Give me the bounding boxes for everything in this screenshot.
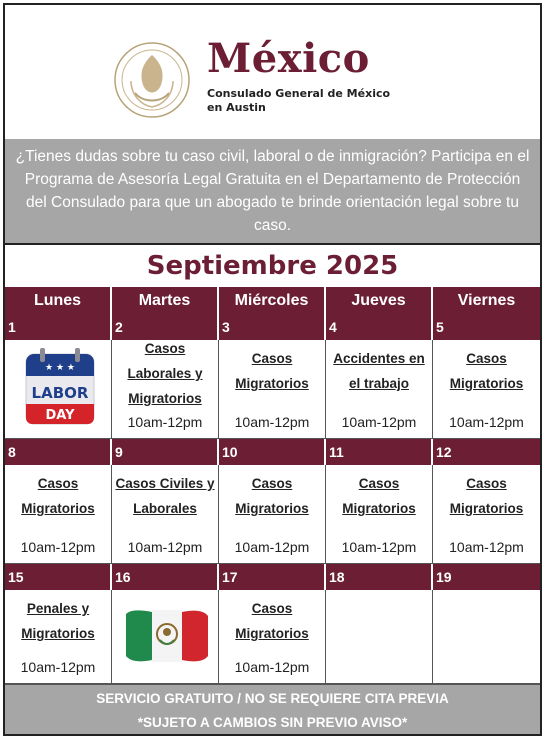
session-topic-line: Casos <box>37 476 79 491</box>
session-topic-line: Accidentes en <box>333 351 425 366</box>
day-number: 10 <box>219 439 326 465</box>
day-number: 18 <box>326 564 433 590</box>
labor-day-calendar-icon <box>24 346 96 426</box>
week-2-day-numbers <box>5 439 540 465</box>
session-topic <box>112 336 218 411</box>
session-time: 10am-12pm <box>20 539 96 555</box>
day-number: 8 <box>5 439 112 465</box>
consulate-line-1: Consulado General de México <box>207 87 391 100</box>
session-topic-line: Migratorios <box>342 501 416 516</box>
day-number: 12 <box>433 439 540 465</box>
day-cell-1 <box>5 340 112 439</box>
labor-day-line2: DAY <box>45 408 75 423</box>
session-topic-line: Migratorios <box>449 376 524 391</box>
session-time: 10am-12pm <box>341 539 417 555</box>
day-number: 17 <box>219 564 326 590</box>
day-cell-16 <box>112 590 219 684</box>
session-topic <box>5 471 111 521</box>
session-time: 10am-12pm <box>234 414 310 430</box>
day-number: 1 <box>5 314 112 340</box>
week-2-cells <box>5 465 540 564</box>
session-topic-line: Migratorios <box>128 391 202 406</box>
session-topic-line: Laborales <box>133 501 197 516</box>
calendar-flyer <box>3 3 542 736</box>
day-number: 5 <box>433 314 540 340</box>
day-cell-3 <box>219 340 326 439</box>
session-topic-line: Migratorios <box>235 376 309 391</box>
day-cell-4 <box>326 340 433 439</box>
week-3-day-numbers <box>5 564 540 590</box>
day-number: 15 <box>5 564 112 590</box>
session-topic-line: Migratorios <box>235 501 309 516</box>
session-topic-line: Migratorios <box>21 501 95 516</box>
session-topic-line: Casos <box>466 476 507 491</box>
session-time: 10am-12pm <box>127 414 203 430</box>
session-time: 10am-12pm <box>234 659 310 675</box>
session-topic-line: Casos <box>144 341 186 356</box>
session-topic-line: Casos <box>466 351 507 366</box>
footer-line-1: SERVICIO GRATUITO / NO SE REQUIERE CITA PREVIA <box>96 691 449 706</box>
session-topic <box>326 346 432 396</box>
session-topic <box>219 596 325 646</box>
weekday-friday: Viernes <box>433 287 540 314</box>
session-time: 10am-12pm <box>20 659 96 675</box>
consulate-line-2: en Austin <box>207 101 266 114</box>
session-time: 10am-12pm <box>449 414 524 430</box>
mexico-flag-icon <box>122 604 212 666</box>
day-cell-15 <box>5 590 112 684</box>
header <box>5 5 540 141</box>
session-topic-line: Casos Civiles y <box>115 476 215 491</box>
session-topic-line: Casos <box>251 351 293 366</box>
session-topic-line: Migratorios <box>235 626 309 641</box>
week-3-cells <box>5 590 540 684</box>
day-cell-8 <box>5 465 112 564</box>
footer-line-2: *SUJETO A CAMBIOS SIN PREVIO AVISO* <box>137 715 408 730</box>
day-number: 4 <box>326 314 433 340</box>
labor-day-line1: LABOR <box>31 384 89 402</box>
footer-notice <box>5 684 540 734</box>
session-topic <box>5 596 111 646</box>
day-number: 16 <box>112 564 219 590</box>
day-number: 19 <box>433 564 540 590</box>
coat-of-arms-seal-icon <box>113 41 191 119</box>
intro-text: ¿Tienes dudas sobre tu caso civil, laboral o de inmigración? Participa en el Programa de Asesoría Legal Gratuita en el Departamento de Protección del Consulado para que un abogado te brinde orientación legal sobre tu caso. <box>5 139 540 245</box>
day-number: 9 <box>112 439 219 465</box>
weekday-tuesday: Martes <box>112 287 219 314</box>
session-topic <box>219 346 325 396</box>
day-cell-17 <box>219 590 326 684</box>
session-topic-line: el trabajo <box>348 376 410 391</box>
svg-text:★ ★ ★: ★ ★ ★ <box>45 363 75 373</box>
session-topic <box>219 471 325 521</box>
session-topic <box>433 346 540 396</box>
day-cell-12 <box>433 465 540 564</box>
day-number: 11 <box>326 439 433 465</box>
day-cell-2 <box>112 340 219 439</box>
session-topic-line: Casos <box>358 476 400 491</box>
session-time: 10am-12pm <box>449 539 524 555</box>
weekday-monday: Lunes <box>5 287 112 314</box>
week-1-cells <box>5 340 540 439</box>
session-topic <box>112 471 218 521</box>
day-cell-18 <box>326 590 433 684</box>
day-number: 3 <box>219 314 326 340</box>
day-number: 2 <box>112 314 219 340</box>
brand-name: México <box>207 35 370 82</box>
session-topic-line: Laborales y <box>127 366 203 381</box>
week-1-day-numbers <box>5 314 540 340</box>
calendar-grid <box>5 314 540 684</box>
session-time: 10am-12pm <box>341 414 417 430</box>
session-topic-line: Casos <box>251 476 293 491</box>
day-cell-11 <box>326 465 433 564</box>
day-cell-5 <box>433 340 540 439</box>
day-cell-10 <box>219 465 326 564</box>
month-title: Septiembre 2025 <box>146 251 399 281</box>
session-topic-line: Casos <box>251 601 293 616</box>
session-topic-line: Penales y <box>26 601 90 616</box>
session-topic <box>433 471 540 521</box>
day-cell-9 <box>112 465 219 564</box>
session-topic <box>326 471 432 521</box>
session-topic-line: Migratorios <box>21 626 95 641</box>
day-cell-19 <box>433 590 540 684</box>
weekday-thursday: Jueves <box>326 287 433 314</box>
session-time: 10am-12pm <box>127 539 203 555</box>
session-time: 10am-12pm <box>234 539 310 555</box>
weekday-header-row <box>5 287 540 314</box>
session-topic-line: Migratorios <box>449 501 524 516</box>
weekday-wednesday: Miércoles <box>219 287 326 314</box>
consulate-name <box>207 87 417 115</box>
